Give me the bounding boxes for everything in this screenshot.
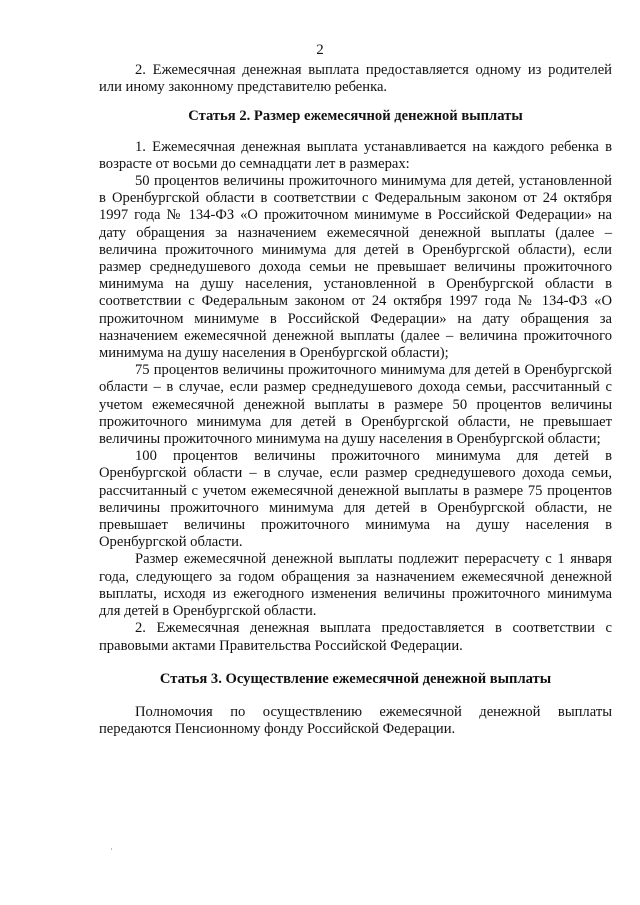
page-number: 2 — [316, 42, 324, 58]
article-2-paragraph-2: 2. Ежемесячная денежная выплата предоставляется в соответствии с правовыми актами Правительства Российской Федерации. — [99, 620, 612, 654]
document-body — [99, 62, 612, 738]
article-2-paragraph-1: 1. Ежемесячная денежная выплата устанавливается на каждого ребенка в возрасте от восьми до семнадцати лет в размерах: — [99, 138, 612, 172]
article-3-paragraph-1: Полномочия по осуществлению ежемесячной денежной выплаты передаются Пенсионному фонду Российской Федерации. — [99, 703, 612, 738]
article-2-paragraph-75-percent: 75 процентов величины прожиточного минимума для детей в Оренбургской области – в случае, если размер среднедушевого дохода семьи, рассчитанный с учетом ежемесячной денежной выплаты в размере 50 процентов величины прожиточного минимума для детей в Оренбургской области, не превышает величины прожиточного минимума на душу населения в Оренбургской области; — [99, 362, 612, 448]
article-2-heading: Статья 2. Размер ежемесячной денежной выплаты — [188, 108, 523, 125]
article-2-paragraph-recalculation: Размер ежемесячной денежной выплаты подлежит перерасчету с 1 января года, следующего за годом обращения за назначением ежемесячной денежной выплаты, исходя из ежегодного изменения величины прожиточного минимума для детей в Оренбургской области. — [99, 551, 612, 620]
article-2-paragraph-50-percent: 50 процентов величины прожиточного минимума для детей, установленной в Оренбургской области в соответствии с Федеральным законом от 24 октября 1997 года № 134-ФЗ «О прожиточном минимуме в Российской Федерации» на дату обращения за назначением ежемесячной денежной выплаты (далее – величина прожиточного минимума для детей в Оренбургской области), если размер среднедушевого дохода семьи не превышает величины прожиточного минимума на душу населения, установленной в Оренбургской области в соответствии с Федеральным законом от 24 октября 1997 года № 134-ФЗ «О прожиточном минимуме в Российской Федерации» на дату обращения за назначением ежемесячной денежной выплаты (далее – величина прожиточного минимума на душу населения в Оренбургской области); — [99, 173, 612, 362]
article-3-heading: Статья 3. Осуществление ежемесячной денежной выплаты — [159, 670, 552, 687]
scan-speck — [111, 848, 112, 850]
paragraph-intro-2: 2. Ежемесячная денежная выплата предоставляется одному из родителей или иному законному представителю ребенка. — [99, 62, 612, 96]
article-2-paragraph-100-percent: 100 процентов величины прожиточного минимума для детей в Оренбургской области – в случае, если размер среднедушевого дохода семьи, рассчитанный с учетом ежемесячной денежной выплаты в размере 75 процентов величины прожиточного минимума для детей в Оренбургской области, не превышает величины прожиточного минимума на душу населения в Оренбургской области. — [99, 448, 612, 551]
